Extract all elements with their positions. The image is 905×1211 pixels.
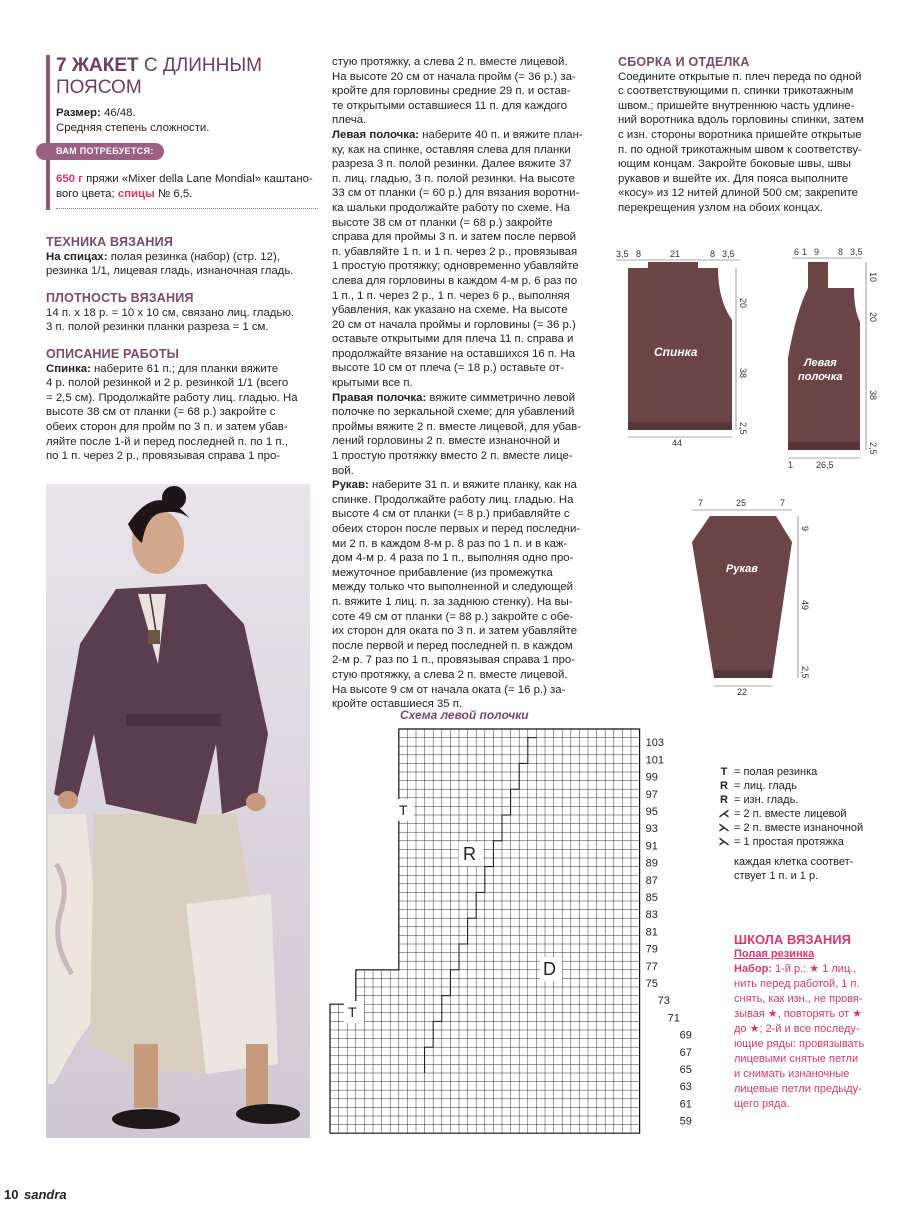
sleeve-dim: 2,5	[800, 666, 810, 679]
yarn-qty: 650 г	[56, 173, 83, 185]
description-heading: ОПИСАНИЕ РАБОТЫ	[46, 347, 180, 361]
school-line: лицевыми снятые петли	[734, 1053, 859, 1065]
chart-row-number: 91	[645, 840, 658, 853]
school-line: снять, как изн., не провя-	[734, 993, 863, 1005]
left-line: 20 см от начала проймы и горловины (= 36 р.)	[332, 318, 576, 331]
sleeve-line: после первой и перед последней п. в каждом	[332, 639, 573, 652]
left-line: разреза 3 п. полой резинки. Далее вяжите 37	[332, 158, 572, 171]
chart-row-number: 59	[679, 1115, 692, 1128]
chart-row-number: 89	[645, 857, 658, 870]
legend-note	[718, 855, 898, 883]
left-line: 1 п., 1 п. через 2 р., 1 п. через 6 р., выполняя	[332, 289, 570, 302]
back-label: Спинка:	[46, 362, 91, 375]
left-line: справа для проймы 3 п. и затем после первой	[332, 231, 577, 244]
left-front-label: Левая полочка:	[332, 128, 420, 141]
left-front-rib	[788, 442, 860, 450]
school-line: до ★; 2-й и все последу-	[734, 1023, 860, 1035]
size-block	[56, 106, 326, 135]
right-line: проймы вяжите 2 п. вместе лицевой, для убав-	[332, 420, 581, 433]
left-dim: 26,5	[816, 460, 834, 470]
sleeve-line: стую протяжку, а слева 2 п. вместе лицевой.	[332, 668, 568, 681]
yarn-color: вого цвета;	[56, 187, 115, 200]
back-dim: 20	[738, 298, 748, 309]
chart-row-number: 69	[679, 1029, 692, 1042]
sleeve-line: п. вяжите 1 лиц. п. за заднюю стенку). На вы-	[332, 595, 573, 608]
col2-intro	[332, 55, 594, 128]
left-dim: 2,5	[868, 442, 878, 455]
col2-line: стую протяжку, а слева 2 п. вместе лицевой.	[332, 56, 568, 68]
sleeve-line: спинке. Продолжайте работу лиц. гладью. На	[332, 493, 574, 506]
size-value: 46/48.	[103, 107, 136, 119]
legend-text: = полая резинка	[734, 766, 818, 778]
col2-line: плеча.	[332, 114, 367, 127]
needles-label: спицы	[117, 187, 155, 200]
sleeve-label: Рукав:	[332, 479, 369, 492]
legend-row	[718, 793, 898, 807]
left-front-piece	[788, 262, 860, 450]
chart-row-number: 63	[679, 1081, 692, 1094]
left-dim: 10	[868, 272, 878, 283]
left-line: наберите 40 п. и вяжите план-	[422, 128, 583, 141]
chart-row-number: 81	[645, 926, 658, 939]
back-line: = 2,5 см). Продолжайте работу лиц. гладью. На	[46, 391, 298, 404]
chart-row-number: 93	[645, 823, 658, 836]
school-line: лицевые петли предыду-	[734, 1083, 862, 1095]
materials-divider	[56, 208, 318, 209]
assembly-line: ний воротника вдоль горловины спинки, затем	[618, 114, 864, 127]
magazine-name: sandra	[24, 1187, 67, 1202]
col2-line: те открытыми оставшиеся 11 п. для каждого	[332, 99, 568, 112]
model-photo-illustration	[46, 484, 310, 1138]
legend-symbol: R	[720, 780, 728, 792]
title-accent-bar	[46, 55, 50, 210]
assembly-line: Соедините открытые п. плеч переда по одной	[618, 70, 862, 83]
school-line: щего ряда.	[734, 1098, 790, 1110]
chart-row-number: 73	[657, 995, 670, 1008]
chart-row-number: 101	[645, 754, 664, 767]
school-line: ющие ряды: провязывать	[734, 1038, 865, 1050]
legend-note-line: ствует 1 п. и 1 р.	[734, 870, 819, 882]
back-line: высоте 38 см от планки (= 68 р.) закройте с	[46, 406, 276, 419]
chart-row-number: 71	[667, 1012, 680, 1025]
left-line: убавления, как указано на схеме. На высоте	[332, 304, 568, 317]
left-dim: 1	[802, 247, 808, 257]
chart-symbol-D: D	[543, 959, 556, 979]
sleeve-line: высоте 4 см от планки (= 8 р.) прибавляйте с	[332, 508, 570, 521]
back-line: 4 р. полой резинкой и 2 р. резинкой 1/1 (всего	[46, 377, 289, 390]
legend-row	[718, 807, 898, 821]
density-heading: ПЛОТНОСТЬ ВЯЗАНИЯ	[46, 291, 194, 305]
assembly-line: швом.; пришейте внутреннюю часть удлине-	[618, 99, 855, 112]
pattern-pieces	[600, 240, 900, 700]
back-line: обеих сторон для пройм по 3 п. и затем убав-	[46, 420, 288, 433]
right-line: вяжите симметрично левой	[429, 391, 575, 404]
left-line: 33 см от планки (= 60 р.) для вязания воротни-	[332, 187, 580, 200]
title-number: 7	[56, 55, 67, 76]
left-front-paragraph	[332, 128, 594, 391]
chart-row-number: 87	[645, 874, 658, 887]
density-section	[46, 291, 308, 335]
sleeve-line: 2-м р. 7 раз по 1 п., провязывая справа 1 про-	[332, 654, 576, 667]
assembly-line: ющим концам. Закройте боковые швы, швы	[618, 158, 851, 171]
sleeve-dim: 22	[737, 687, 748, 697]
chart-row-number: 97	[645, 788, 658, 801]
technique-line-1: полая резинка (набор) (стр. 12),	[110, 250, 280, 263]
sleeve-line: На высоте 9 см от начала оката (= 16 р.) за-	[332, 683, 566, 696]
legend-text: = лиц. гладь	[734, 780, 797, 792]
legend-symbol: ⋌	[718, 808, 730, 820]
back-rib	[628, 422, 732, 430]
school-line: 1-й р.: ★ 1 лиц.,	[775, 963, 857, 975]
sleeve-piece	[692, 516, 792, 678]
sleeve-rib	[714, 670, 772, 678]
sleeve-line: кройте оставшиеся 35 п.	[332, 698, 463, 711]
left-line: п. лиц. гладью, 3 п. полой резинки. На высоте	[332, 172, 575, 185]
page-title	[56, 55, 326, 99]
legend-symbol: R	[720, 794, 728, 806]
left-dim: 6	[794, 247, 800, 257]
chart-symbol-T: T	[348, 1004, 357, 1020]
left-line: высоте 10 см от плеча (= 18 р.) оставьте от-	[332, 362, 565, 375]
school-subheading: Полая резинка	[734, 948, 815, 960]
legend-row	[718, 835, 898, 849]
technique-section	[46, 235, 308, 279]
assembly-line: с изн. стороны воротника пришейте открытые	[618, 128, 862, 141]
sleeve-line: между только что выполненной и следующей	[332, 581, 574, 594]
assembly-line: п. по одной трикотажным швом к соответству-	[618, 143, 862, 156]
sleeve-line: наберите 31 п. и вяжите планку, как на	[371, 479, 577, 492]
back-dim: 3,5	[616, 249, 629, 259]
right-line: 1 простую протяжку вместо 2 п. вместе лице-	[332, 450, 573, 463]
sleeve-dim: 25	[736, 498, 747, 508]
sleeve-dim: 7	[780, 498, 786, 508]
legend-symbol: ⋋	[718, 836, 730, 848]
sleeve-paragraph	[332, 478, 594, 712]
density-line-1: 14 п. х 18 р. = 10 х 10 см, связано лиц. гладью.	[46, 306, 295, 319]
left-line: продолжайте вязание на оставшихся 16 п. На	[332, 347, 575, 360]
col2-line: На высоте 20 см от начала пройм (= 36 р.) за-	[332, 70, 576, 83]
knitting-chart	[326, 725, 706, 1140]
left-line: ку, как на спинке, оставляя слева для планки	[332, 143, 571, 156]
left-line: ка шальки продолжайте работу по схеме. На	[332, 201, 570, 214]
chart-row-number: 75	[645, 978, 658, 990]
sleeve-dim: 9	[800, 526, 810, 532]
technique-heading: ТЕХНИКА ВЯЗАНИЯ	[46, 235, 174, 249]
chart-row-number: 95	[645, 806, 658, 818]
school-line: и снимать изнаночные	[734, 1068, 850, 1080]
back-line: ляйте после 1-й и перед последней п. по 1 п.,	[46, 435, 288, 448]
back-dim: 3,5	[722, 249, 735, 259]
legend	[718, 765, 898, 883]
right-line: вой.	[332, 464, 354, 477]
school-label: Набор:	[734, 963, 772, 975]
sleeve-line: соте 49 см от планки (= 88 р.) закройте с обе-	[332, 610, 574, 623]
assembly-heading: СБОРКА И ОТДЕЛКА	[618, 55, 750, 69]
legend-symbol: ⋋	[718, 822, 730, 834]
sleeve-dim: 49	[800, 600, 810, 611]
back-dim: 21	[670, 249, 681, 259]
back-dim: 38	[738, 368, 748, 379]
assembly-line: перекрещения узлом на обоих концах.	[618, 201, 823, 214]
legend-row	[718, 765, 898, 779]
left-line: крытыми все п.	[332, 377, 413, 390]
assembly-line: «косу» из 12 нитей длиной 500 см; закрепите	[618, 187, 858, 200]
description-section	[46, 347, 308, 464]
title-line-2: ПОЯСОМ	[56, 77, 142, 98]
legend-text: = изн. гладь.	[734, 794, 799, 806]
title-word-2: С ДЛИННЫМ	[143, 55, 263, 76]
legend-text: = 2 п. вместе изнаночной	[734, 822, 864, 834]
back-line: по 1 п. через 2 р., провязывая справа 1 про-	[46, 450, 281, 463]
school-heading: ШКОЛА ВЯЗАНИЯ	[734, 932, 851, 947]
right-front-paragraph	[332, 391, 594, 479]
back-dim: 2,5	[738, 422, 748, 435]
sleeve-label-text: Рукав	[726, 563, 758, 575]
school-box	[734, 932, 890, 1112]
sleeve-line: межуточное прибавление (из промежутка	[332, 566, 553, 579]
left-label-text: полочка	[798, 371, 843, 383]
sleeve-line: дом 4-м р. 4 раза по 1 п., выполняя одно про-	[332, 552, 574, 565]
chart-symbol-R: R	[463, 844, 476, 864]
left-dim: 8	[838, 247, 844, 257]
left-line: оставьте открытыми для плеча 11 п. справа и	[332, 333, 574, 346]
chart-row-number: 99	[645, 771, 658, 784]
legend-text: = 2 п. вместе лицевой	[734, 808, 847, 820]
model-photo	[46, 484, 310, 1138]
chart-row-number: 85	[645, 892, 658, 904]
left-line: 1 простую протяжку; одновременно убавляйте	[332, 260, 579, 273]
back-dim: 8	[636, 249, 642, 259]
needles-number: № 6,5.	[157, 187, 193, 200]
left-label-text: Левая	[804, 357, 837, 369]
density-line-2: 3 п. полой резинки планки разреза = 1 см.	[46, 321, 269, 334]
technique-label: На спицах:	[46, 250, 108, 263]
back-label-text: Спинка	[654, 345, 698, 359]
technique-line-2: резинка 1/1, лицевая гладь, изнаночная гладь.	[46, 265, 294, 278]
legend-note-line: каждая клетка соответ-	[734, 856, 854, 868]
title-word-1: ЖАКЕТ	[71, 55, 139, 76]
materials	[56, 172, 318, 201]
chart-row-number: 79	[645, 943, 658, 956]
sleeve-dim: 7	[698, 498, 704, 508]
left-dim: 20	[868, 312, 878, 323]
chart-title: Схема левой полочки	[400, 708, 529, 722]
left-dim: 3,5	[850, 247, 863, 257]
right-line: лений горловины 2 п. вместе изнаночной и	[332, 435, 560, 448]
chart-row-number: 61	[679, 1098, 692, 1111]
left-dim: 38	[868, 390, 878, 401]
assembly-section	[618, 55, 888, 216]
chart-row-number: 103	[645, 737, 664, 750]
column-2-text	[332, 55, 594, 712]
legend-text: = 1 простая протяжка	[734, 836, 844, 848]
size-label: Размер:	[56, 107, 101, 119]
left-dim: 9	[814, 247, 820, 257]
school-line: зывая ★, повторять от ★	[734, 1008, 863, 1020]
sleeve-line: ми 2 п. в каждом 8-м р. 8 раз по 1 п. и в каж-	[332, 537, 568, 550]
chart-symbol-T: T	[399, 802, 408, 818]
assembly-line: рукавов и вшейте их. Для пояса выполните	[618, 172, 849, 185]
page-number: 10	[4, 1187, 19, 1202]
back-dim: 8	[710, 249, 716, 259]
col2-line: кройте для горловины средние 29 п. и остав-	[332, 85, 571, 98]
back-dim: 44	[672, 438, 683, 448]
back-line: наберите 61 п.; для планки вяжите	[94, 362, 279, 375]
assembly-line: с соответствующими п. спинки трикотажным	[618, 85, 854, 98]
left-line: слева для горловины в каждом 4-м р. 6 раз по	[332, 274, 578, 287]
left-line: высоте 38 см от планки (= 68 р.) закройте	[332, 216, 553, 229]
difficulty: Средняя степень сложности.	[56, 121, 210, 134]
sleeve-line: их сторон для оката по 3 п. и затем убавляйте	[332, 625, 578, 638]
yarn-text: пряжи «Mixer della Lane Mondial» каштано-	[86, 173, 313, 185]
sleeve-line: обеих сторон после первых и перед последни-	[332, 523, 581, 535]
chart-row-number: 65	[679, 1064, 692, 1076]
school-line: нить перед работой, 1 п.	[734, 978, 860, 990]
legend-symbol: T	[720, 766, 728, 778]
right-front-label: Правая полочка:	[332, 391, 427, 404]
legend-row	[718, 779, 898, 793]
legend-row	[718, 821, 898, 835]
right-line: полочке по зеркальной схеме; для убавлений	[332, 406, 575, 419]
chart-row-number: 67	[679, 1046, 692, 1059]
need-pill: ВАМ ПОТРЕБУЕТСЯ:	[36, 143, 164, 160]
left-line: п. убавляйте 1 п. и 1 п. через 2 р., провязывая	[332, 245, 578, 258]
left-dim: 1	[788, 460, 794, 470]
chart-row-number: 83	[645, 909, 658, 922]
chart-row-number: 77	[645, 960, 658, 973]
